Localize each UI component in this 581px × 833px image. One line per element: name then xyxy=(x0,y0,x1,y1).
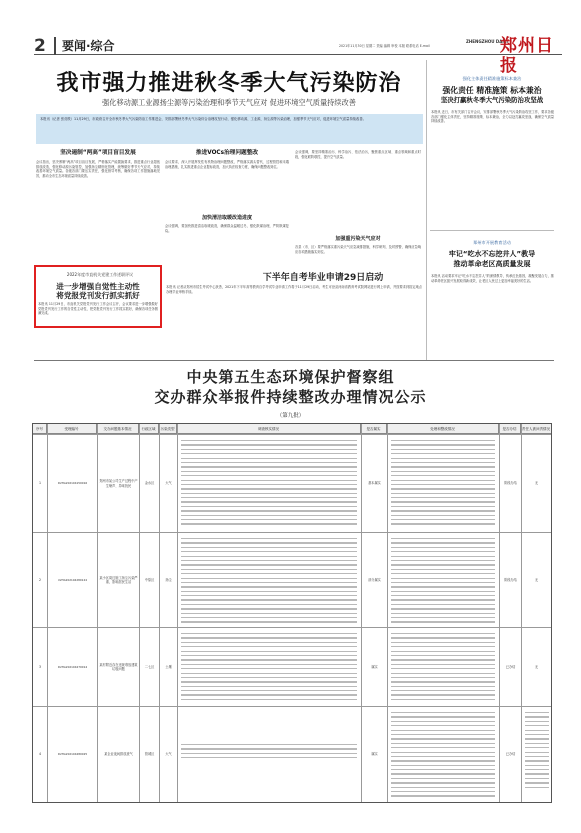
header-id: 受理编号 xyxy=(47,424,97,434)
column-2-subtitle: 加快清洁取暖改造进度 xyxy=(201,215,252,221)
row-2-investigation xyxy=(181,538,357,623)
column-divider xyxy=(426,60,427,360)
row-3-brief: 某村附近存在违规堆放建筑垃圾问题 xyxy=(99,662,138,671)
highlight-kicker: 2022年度市直机关党建工作述职评议 xyxy=(66,272,134,277)
exam-text: 本报讯 记者从郑州市招生考试中心获悉，2021年下半年高等教育自学考试毕业申请工作将于11月29日启动，考生可登录河南省教育考试院网站进行网上申请，并按要求到指定地点办理毕业审核手续。 xyxy=(166,285,422,294)
row-3-completed: 已办结 xyxy=(505,664,516,669)
row-1-accountability: 无 xyxy=(534,481,539,486)
row-3-accountability: 无 xyxy=(534,664,539,669)
highlight-title-line1: 进一步增强自觉性主动性 xyxy=(56,282,140,291)
row-3-id: D2HA202104270014 xyxy=(57,664,88,669)
sidebar-1-title-line1: 强化责任 精准施策 标本兼治 xyxy=(442,86,542,95)
row-1-verified: 基本属实 xyxy=(368,481,381,486)
publication-info: 2021年11月30日 星期二 责编 编辑 审校 本版 联系电话 E-mail xyxy=(339,44,430,48)
masthead xyxy=(34,36,562,76)
header-brief: 交办问题基本情况 xyxy=(97,424,139,434)
column-line xyxy=(387,424,388,802)
logo-latin: ZHENGZHOU DAILY xyxy=(466,39,509,44)
row-1-id: D2HA202104150016 xyxy=(57,481,88,486)
row-4-verified: 属实 xyxy=(371,752,378,757)
header-investigation: 调查核实情况 xyxy=(177,424,361,434)
row-2-completed: 阶段办结 xyxy=(504,577,517,582)
row-4-id: D2HA202104280025 xyxy=(57,752,88,757)
row-1-type: 大气 xyxy=(165,481,172,486)
column-2-subtext: 会议强调，要加快推进清洁取暖改造，确保群众温暖过冬，强化散煤治理，严防散煤复烧。 xyxy=(165,224,289,233)
section-name: 要闻·综合 xyxy=(62,39,115,53)
row-4-brief: 某企业夜间排放废气 xyxy=(104,752,133,757)
row-3-no: 3 xyxy=(38,664,42,669)
row-3-type: 土壤 xyxy=(165,664,172,669)
column-2-text: 会议要求，深入开展挥发性有机物治理问题整改，严格落实源头替代、过程管控和末端治理措施，扎实推进重点企业提标改造，加大执法检查力度，确保问题整改到位。 xyxy=(165,160,289,169)
highlight-text: 本报讯 11月29日，市直机关党报党刊发行工作会议召开，会议要求进一步增强做好党报党刊发行工作的自觉性主动性，把党报党刊发行工作抓实抓好，确保各项任务圆满完成。 xyxy=(38,302,158,316)
complaints-table xyxy=(32,423,552,803)
highlight-title-line2: 将党报党刊发行抓实抓好 xyxy=(56,291,140,300)
row-3-district: 二七区 xyxy=(144,664,155,669)
header-type: 污染类型 xyxy=(159,424,177,434)
sidebar-2-kicker: 郑州市开展教育活动 xyxy=(473,240,511,245)
column-3-subtext: 各县（市、区）要严格落实重污染天气应急减排措施，科学研判，及时预警，确保应急响应各项措施落实到位。 xyxy=(295,245,421,254)
row-4-type: 大气 xyxy=(165,752,172,757)
column-1-text: 会议指出，坚决遏制“两高”项目盲目发展，严格落实产能置换要求，推进重点行业超低排放改造，强化移动源污染管控，加强扬尘精细化管理，统筹做好季节天气应对，持续改善环境空气质量。各级各部门要压实责任，强化督导考核，确保各项工作措施落地见效，推动全市生态环境质量持续改善。 xyxy=(36,160,160,178)
row-4-investigation xyxy=(181,744,357,764)
sidebar-1-kicker: 强化主体责任精准施策标本兼治 xyxy=(462,76,522,81)
page-number: 2 xyxy=(34,36,46,56)
row-2-accountability: 无 xyxy=(534,577,539,582)
page-number-divider xyxy=(54,37,56,55)
header-no: 序号 xyxy=(33,424,47,434)
row-4-accountability xyxy=(525,712,549,792)
sidebar-2-title-line1: 牢记“吃水不忘挖井人”教导 xyxy=(448,250,536,258)
column-line xyxy=(177,424,178,802)
column-1-title: 坚决遏制“两高”项目盲目发展 xyxy=(60,150,136,156)
sidebar-2-title-line2: 推动革命老区高质量发展 xyxy=(453,260,531,268)
row-4-district: 管城区 xyxy=(144,752,155,757)
sidebar-divider xyxy=(430,230,554,231)
row-1-completed: 阶段办结 xyxy=(504,481,517,486)
row-2-type: 扬尘 xyxy=(165,577,172,582)
row-3-verified: 属实 xyxy=(371,664,378,669)
row-2-no: 2 xyxy=(38,577,42,582)
section-divider xyxy=(34,360,554,361)
sidebar-1-title-line2: 坚决打赢秋冬季大气污染防治攻坚战 xyxy=(440,96,544,104)
notice-title-line2: 交办群众举报件持续整改办理情况公示 xyxy=(154,388,427,406)
notice-batch: （第九批） xyxy=(276,413,305,419)
row-2-verified: 部分属实 xyxy=(368,577,381,582)
row-1-no: 1 xyxy=(38,481,42,486)
row-2-brief: 某小区周边施工扬尘污染严重，影响居民生活 xyxy=(99,575,138,584)
row-2-handling xyxy=(391,538,495,623)
newspaper-logo: 郑州日报 xyxy=(500,36,554,76)
header-district: 行政区域 xyxy=(139,424,159,434)
lead-summary-text: 本报讯（记者 张竞昳）11月29日，市政府召开全市秋冬季大气污染防治工作推进会，安排部署秋冬季大气污染综合治理攻坚行动，强化移动源、工业源、扬尘源等污染治理，加强季节天气应对，促进环境空气质量持续改善。 xyxy=(40,117,366,121)
notice-title-line1: 中央第五生态环境保护督察组 xyxy=(186,368,395,386)
header-handling: 处理和整改情况 xyxy=(387,424,499,434)
row-1-handling xyxy=(391,440,495,528)
header-verified: 是否属实 xyxy=(361,424,387,434)
row-1-investigation xyxy=(181,440,357,528)
row-1-brief: 郑州市某公司生产过程中产生噪声、异味扰民 xyxy=(99,479,138,488)
exam-title: 下半年自考毕业申请29日启动 xyxy=(262,273,384,283)
column-2-title: 推进VOCs治理问题整改 xyxy=(195,150,259,156)
lead-headline: 我市强力推进秋冬季大气污染防治 xyxy=(56,71,402,96)
row-1-district: 金水区 xyxy=(144,481,155,486)
column-3-subtitle: 加强重污染天气应对 xyxy=(335,236,381,242)
row-3-investigation xyxy=(181,633,357,702)
row-4-no: 4 xyxy=(38,752,42,757)
header-accountability: 责任人被问责情况 xyxy=(521,424,551,434)
column-3-text: 会议强调，要坚持精准治污、科学治污、依法治污，聚焦重点区域、重点领域和重点时段，强化联防联控，提升空气质量。 xyxy=(295,150,421,159)
row-2-id: X2HA202104280124 xyxy=(57,577,88,582)
header-completed: 是否办结 xyxy=(499,424,521,434)
lead-subheadline: 强化移动源工业源扬尘源等污染治理和季节天气应对 促进环境空气质量持续改善 xyxy=(102,98,356,107)
row-3-handling xyxy=(391,633,495,702)
row-4-handling xyxy=(391,712,495,798)
row-4-completed: 已办结 xyxy=(505,752,516,757)
sidebar-2-text: 本报讯 活动要求牢记“吃水不忘挖井人”的深情教导，传承红色基因，凝聚发展合力，推动革命老区振兴发展取得新成效，让老区人民过上更加幸福美好的生活。 xyxy=(431,274,554,283)
sidebar-1-text: 本报讯 近日，市有关部门召开会议，安排部署秋冬季大气污染防治攻坚工作，要求各级各部门强化主体责任，坚持精准施策、标本兼治，全力以赴打赢攻坚战，确保空气质量持续改善。 xyxy=(431,110,554,124)
row-2-district: 中原区 xyxy=(144,577,155,582)
